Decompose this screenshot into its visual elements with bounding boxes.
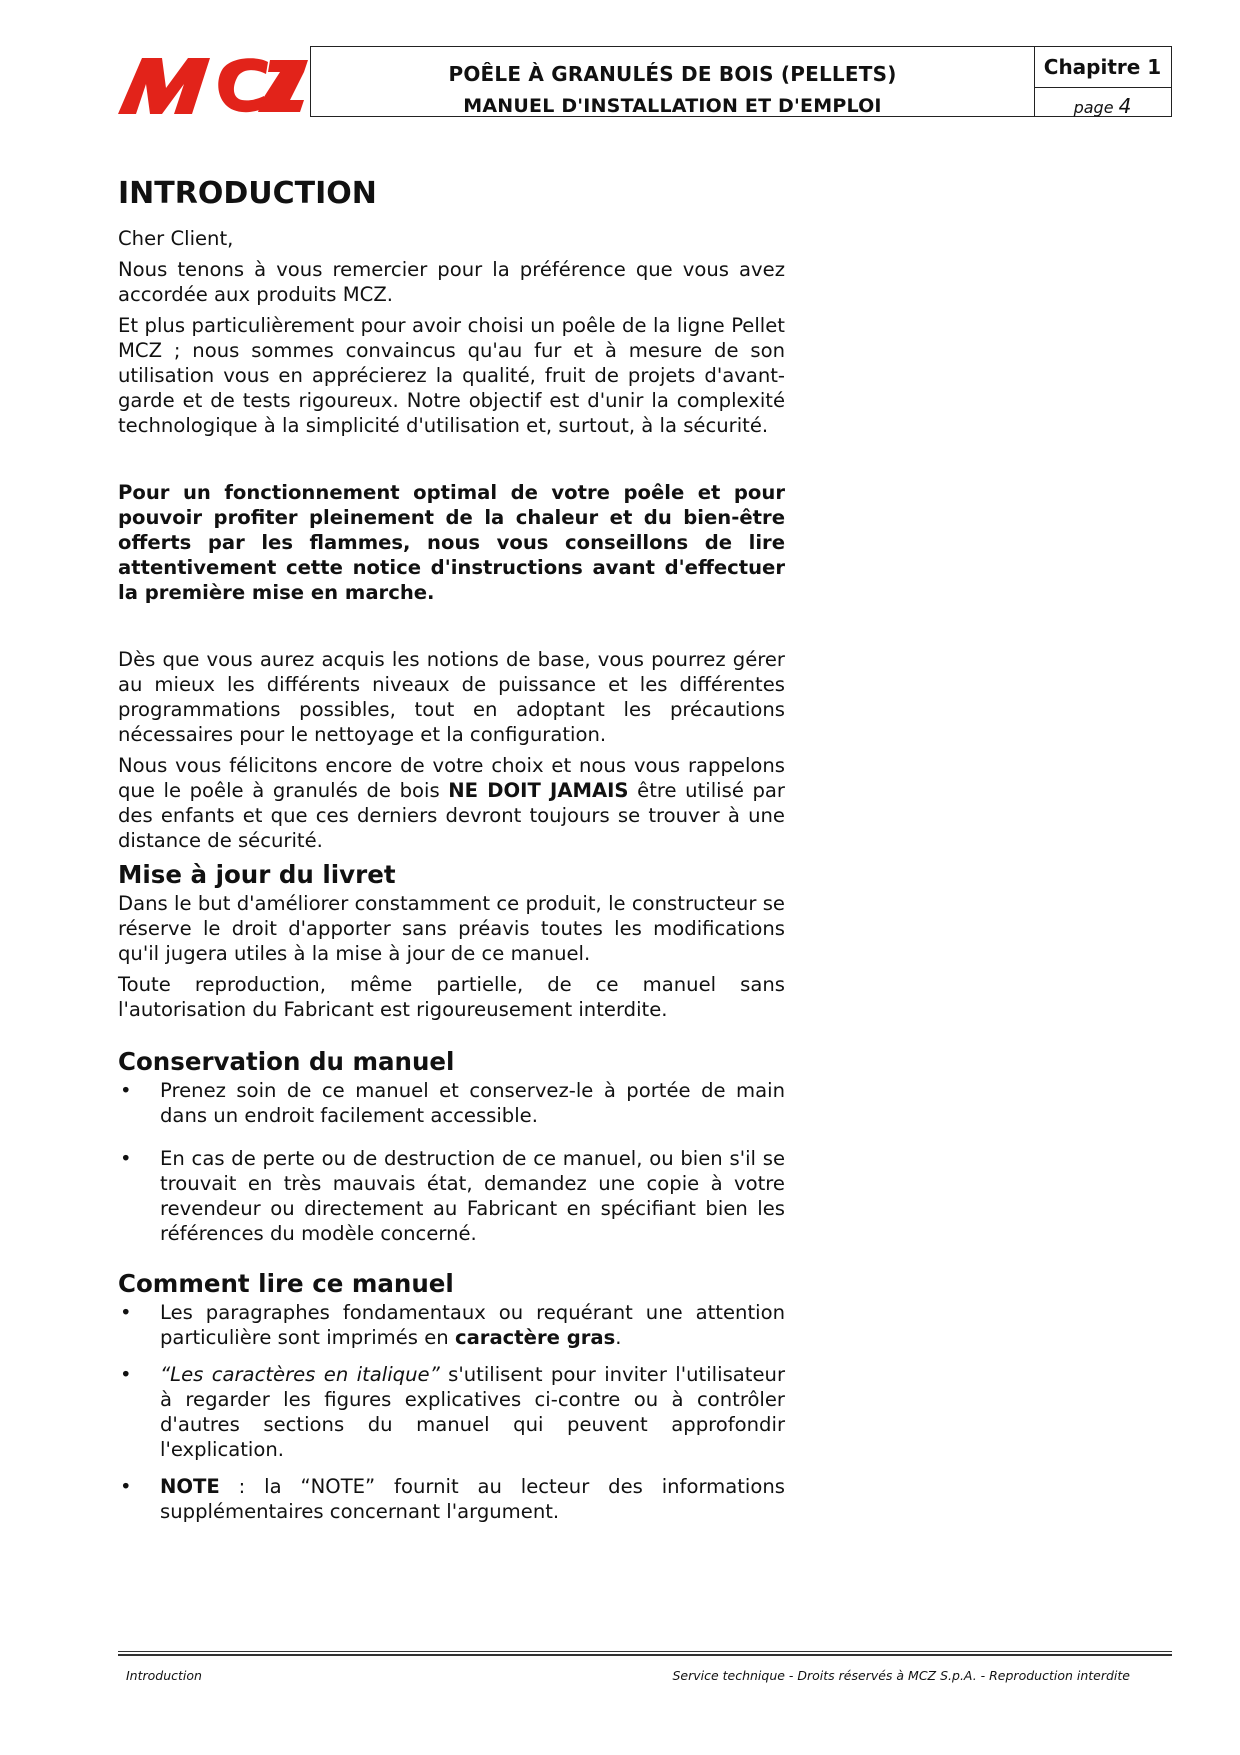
list-item	[118, 1146, 785, 1246]
section-title-update: Mise à jour du livret	[118, 860, 396, 889]
footer-copyright: Service technique - Droits réservés à MCZ S.p.A. - Reproduction interdite	[672, 1668, 1130, 1683]
bullet-icon: •	[120, 1147, 132, 1170]
paragraph-thanks: Nous tenons à vous remercier pour la préférence que vous avez accordée aux produits MCZ.	[118, 258, 785, 306]
italic-example: “Les caractères en italique”	[160, 1363, 440, 1386]
main-content	[118, 176, 785, 1524]
paragraph-update: Dans le but d'améliorer constamment ce produit, le constructeur se réserve le droit d'apporter sans préavis toutes les modifications qu'il jugera utiles à la mise à jour de ce manuel.	[118, 892, 785, 965]
safety-text-after: être utilisé par des enfants et que ces derniers devront toujours se trouver à une distance de sécurité.	[118, 779, 785, 852]
footer-section-label: Introduction	[126, 1668, 202, 1683]
list-item	[118, 1300, 785, 1350]
page-number: 4	[1118, 94, 1132, 118]
paragraph-basics: Dès que vous aurez acquis les notions de base, vous pourrez gérer au mieux les différents niveaux de puissance et les différentes programmations possibles, tout en adoptant les précautions nécessaires pour le nettoyage et la configuration.	[118, 648, 785, 746]
list-item-text: Les paragraphes fondamentaux ou requérant une attention particulière sont imprimés en	[160, 1301, 785, 1349]
footer-rule	[118, 1651, 1172, 1652]
list-item-text: : la “NOTE” fournit au lecteur des informations supplémentaires concernant l'argument.	[160, 1475, 785, 1523]
paragraph-safety	[118, 753, 785, 853]
list-item	[118, 1474, 785, 1524]
page-indicator	[1034, 94, 1171, 118]
paragraph-choice: Et plus particulièrement pour avoir choisi un poêle de la ligne Pellet MCZ ; nous sommes convaincus qu'au fur et à mesure de son utilisation vous en apprécierez la qualité, fruit de projets d'avant-garde et de tests rigoureux. Notre objectif est d'unir la complexité technologique à la simplicité d'utilisation et, surtout, à la sécurité.	[118, 314, 785, 437]
page-title: INTRODUCTION	[118, 176, 377, 211]
bullet-icon: •	[120, 1363, 132, 1386]
list-item	[118, 1362, 785, 1462]
section-title-reading: Comment lire ce manuel	[118, 1269, 454, 1298]
mcz-logo-text: MCZ	[118, 52, 121, 53]
footer-rule-thick	[118, 1654, 1172, 1656]
greeting: Cher Client,	[118, 227, 234, 250]
conservation-list	[118, 1078, 785, 1246]
list-item-text: En cas de perte ou de destruction de ce manuel, ou bien s'il se trouvait en très mauvais état, demandez une copie à votre revendeur ou directement au Fabricant en spécifiant bien les références du modèle concerné.	[160, 1147, 785, 1245]
safety-warning-bold: NE DOIT JAMAIS	[448, 779, 629, 802]
paragraph-reproduction: Toute reproduction, même partielle, de ce manuel sans l'autorisation du Fabricant est rigoureusement interdite.	[118, 973, 785, 1021]
paragraph-important: Pour un fonctionnement optimal de votre poêle et pour pouvoir profiter pleinement de la chaleur et du bien-être offerts par les flammes, nous vous conseillons de lire attentivement cette notice d'instructions avant d'effectuer la première mise en marche.	[118, 481, 785, 604]
header-chapter-block	[1034, 47, 1171, 116]
chapter-label: Chapitre 1	[1034, 47, 1171, 88]
bullet-icon: •	[120, 1301, 132, 1324]
document-header	[310, 46, 1172, 117]
section-title-conservation: Conservation du manuel	[118, 1047, 455, 1076]
bullet-icon: •	[120, 1475, 132, 1498]
safety-text-before: Nous vous félicitons encore de votre choix et nous vous rappelons que le poêle à granulés de bois	[118, 754, 785, 802]
list-item-text: s'utilisent pour inviter l'utilisateur à regarder les figures explicatives ci-contre ou à contrôler d'autres sections du manuel qui peuvent approfondir l'explication.	[160, 1363, 785, 1461]
list-item	[118, 1078, 785, 1128]
reading-list	[118, 1300, 785, 1524]
bullet-icon: •	[120, 1079, 132, 1102]
header-title-line2: MANUEL D'INSTALLATION ET D'EMPLOI	[463, 95, 882, 117]
mcz-logo	[118, 52, 308, 116]
bold-example: caractère gras	[454, 1326, 616, 1349]
note-label: NOTE	[160, 1475, 220, 1498]
list-item-text: Prenez soin de ce manuel et conservez-le à portée de main dans un endroit facilement accessible.	[160, 1079, 785, 1127]
list-item-end: .	[615, 1326, 622, 1349]
header-title-block	[311, 47, 1035, 116]
header-title-line1: POÊLE À GRANULÉS DE BOIS (PELLETS)	[448, 62, 897, 86]
page-label: page	[1073, 98, 1114, 117]
